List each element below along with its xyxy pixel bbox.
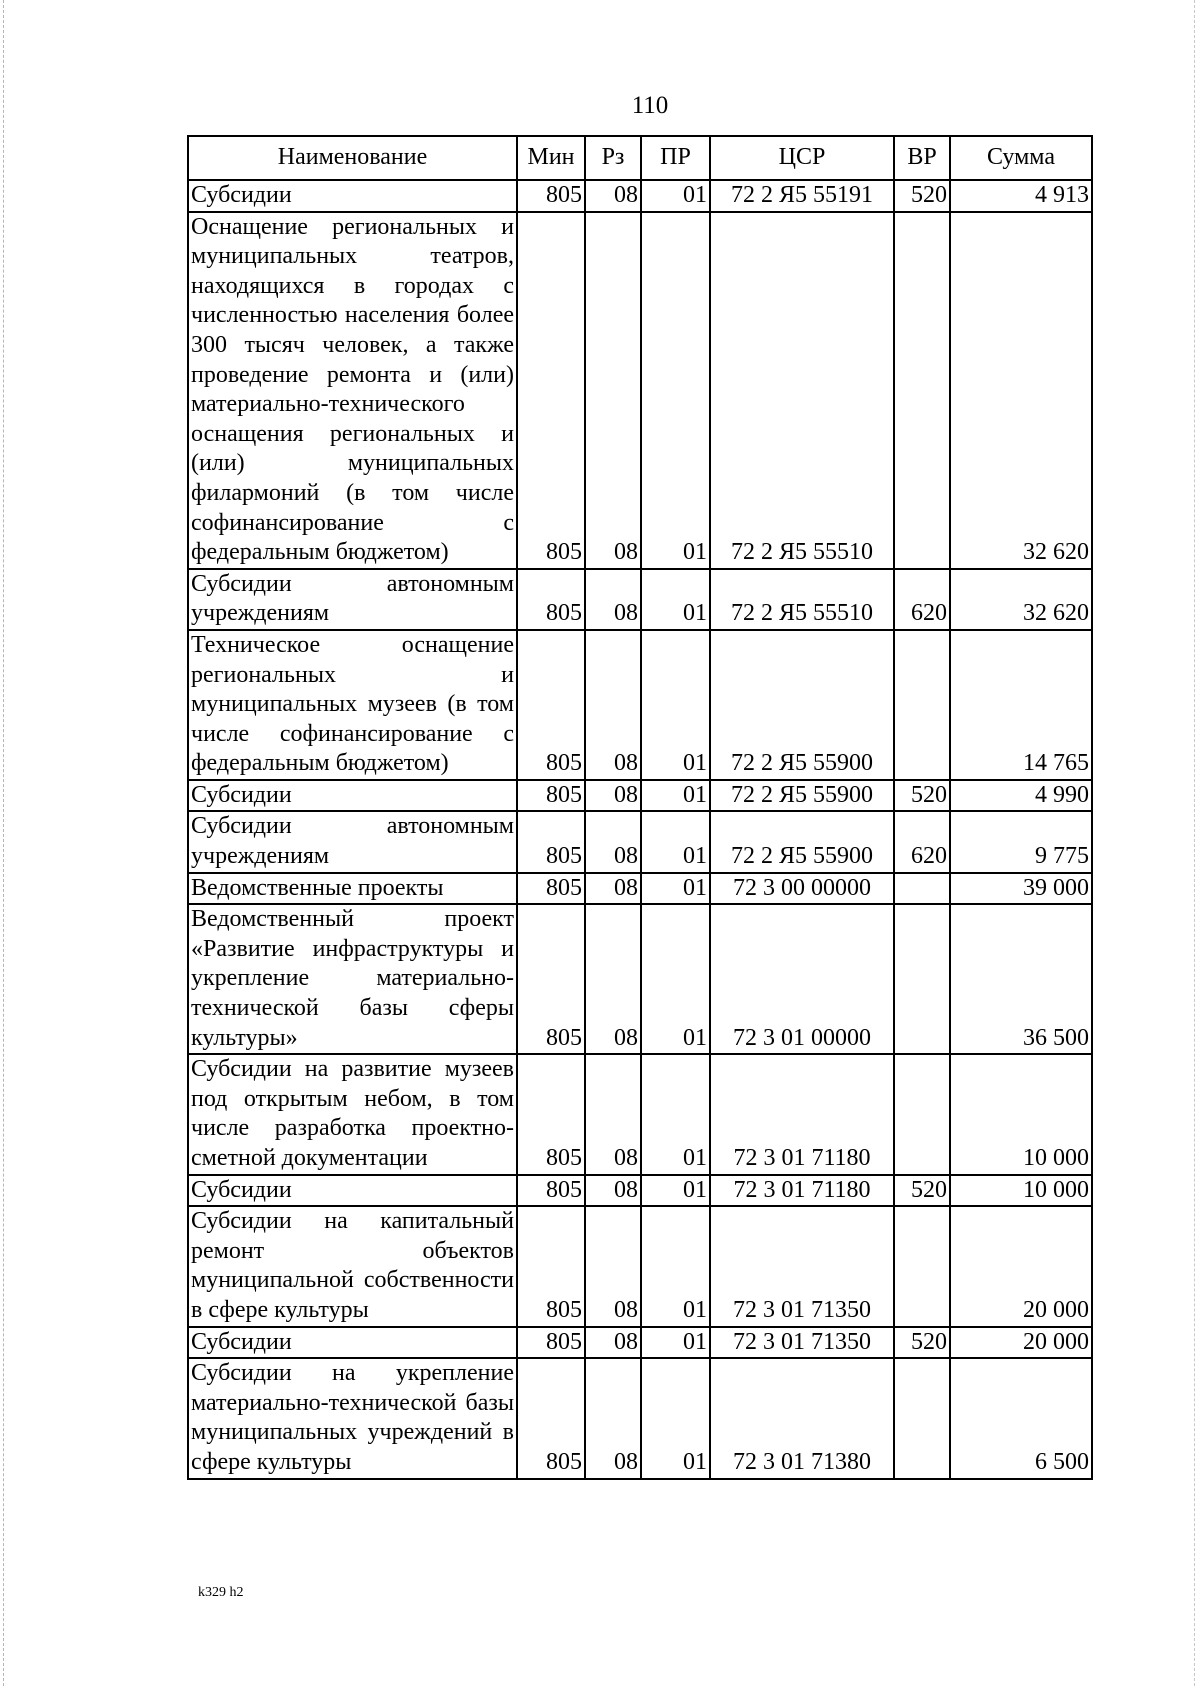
- table-row: [188, 811, 1092, 872]
- cell-vr: [894, 873, 950, 905]
- table-row: [188, 630, 1092, 780]
- cell-vr: 520: [894, 1175, 950, 1207]
- cell-vr: 620: [894, 811, 950, 872]
- cell-csr: 72 3 01 71380: [710, 1358, 894, 1478]
- cell-name: Ведомственный проект «Развитие инфраструктуры и укрепление материально-технической базы сферы культуры»: [188, 904, 517, 1054]
- cell-sum: 4 913: [950, 180, 1092, 212]
- cell-min: 805: [517, 1175, 585, 1207]
- cell-name: Субсидии на развитие музеев под открытым небом, в том числе разработка проектно-сметной документации: [188, 1054, 517, 1174]
- cell-sum: 6 500: [950, 1358, 1092, 1478]
- cell-vr: [894, 904, 950, 1054]
- cell-sum: 10 000: [950, 1175, 1092, 1207]
- table-row: [188, 1175, 1092, 1207]
- cell-name: Субсидии: [188, 1175, 517, 1207]
- header-pr: ПР: [641, 136, 710, 180]
- cell-pr: 01: [641, 569, 710, 630]
- cell-rz: 08: [585, 1358, 641, 1478]
- cell-name: Субсидии: [188, 180, 517, 212]
- cell-pr: 01: [641, 904, 710, 1054]
- table-row: [188, 212, 1092, 569]
- cell-rz: 08: [585, 1175, 641, 1207]
- header-vr: ВР: [894, 136, 950, 180]
- table-row: [188, 873, 1092, 905]
- cell-csr: 72 3 01 71350: [710, 1327, 894, 1359]
- cell-vr: 520: [894, 1327, 950, 1359]
- cell-min: 805: [517, 1358, 585, 1478]
- cell-sum: 20 000: [950, 1206, 1092, 1326]
- cell-name: Техническое оснащение региональных и муниципальных музеев (в том числе софинансирование с федеральным бюджетом): [188, 630, 517, 780]
- cell-rz: 08: [585, 1054, 641, 1174]
- cell-csr: 72 3 01 71180: [710, 1175, 894, 1207]
- cell-min: 805: [517, 630, 585, 780]
- cell-min: 805: [517, 1327, 585, 1359]
- table-row: [188, 1206, 1092, 1326]
- header-name: Наименование: [188, 136, 517, 180]
- cell-min: 805: [517, 780, 585, 812]
- cell-pr: 01: [641, 780, 710, 812]
- header-rz: Рз: [585, 136, 641, 180]
- cell-min: 805: [517, 569, 585, 630]
- cell-min: 805: [517, 180, 585, 212]
- cell-sum: 32 620: [950, 212, 1092, 569]
- cell-rz: 08: [585, 180, 641, 212]
- cell-vr: [894, 212, 950, 569]
- header-csr: ЦСР: [710, 136, 894, 180]
- cell-pr: 01: [641, 1358, 710, 1478]
- cell-pr: 01: [641, 180, 710, 212]
- cell-sum: 20 000: [950, 1327, 1092, 1359]
- cell-min: 805: [517, 1054, 585, 1174]
- cell-vr: [894, 1054, 950, 1174]
- table-row: [188, 1054, 1092, 1174]
- cell-rz: 08: [585, 904, 641, 1054]
- cell-sum: 14 765: [950, 630, 1092, 780]
- cell-sum: 36 500: [950, 904, 1092, 1054]
- cell-pr: 01: [641, 212, 710, 569]
- cell-rz: 08: [585, 630, 641, 780]
- cell-min: 805: [517, 212, 585, 569]
- cell-sum: 4 990: [950, 780, 1092, 812]
- cell-rz: 08: [585, 1206, 641, 1326]
- cell-csr: 72 3 00 00000: [710, 873, 894, 905]
- cell-name: Субсидии: [188, 780, 517, 812]
- cell-pr: 01: [641, 811, 710, 872]
- cell-csr: 72 3 01 71350: [710, 1206, 894, 1326]
- cell-csr: 72 2 Я5 55510: [710, 212, 894, 569]
- cell-pr: 01: [641, 1327, 710, 1359]
- footer-code: k329 h2: [198, 1585, 244, 1600]
- cell-name: Субсидии автономным учреждениям: [188, 569, 517, 630]
- cell-min: 805: [517, 811, 585, 872]
- cell-sum: 9 775: [950, 811, 1092, 872]
- cell-vr: [894, 1358, 950, 1478]
- cell-csr: 72 2 Я5 55900: [710, 780, 894, 812]
- table-row: [188, 1327, 1092, 1359]
- cell-rz: 08: [585, 1327, 641, 1359]
- cell-name: Субсидии на капитальный ремонт объектов муниципальной собственности в сфере культуры: [188, 1206, 517, 1326]
- page-number: 110: [631, 92, 669, 119]
- cell-min: 805: [517, 1206, 585, 1326]
- cell-name: Оснащение региональных и муниципальных театров, находящихся в городах с численностью населения более 300 тысяч человек, а также проведение ремонта и (или) материально-технического оснащения региональных и (или) муниципальных филармоний (в том числе софинансирование с федеральным бюджетом): [188, 212, 517, 569]
- cell-csr: 72 2 Я5 55191: [710, 180, 894, 212]
- cell-rz: 08: [585, 780, 641, 812]
- cell-csr: 72 3 01 71180: [710, 1054, 894, 1174]
- table-row: [188, 180, 1092, 212]
- header-sum: Сумма: [950, 136, 1092, 180]
- cell-csr: 72 2 Я5 55510: [710, 569, 894, 630]
- cell-rz: 08: [585, 873, 641, 905]
- cell-rz: 08: [585, 569, 641, 630]
- scan-edge-left: [3, 0, 4, 1686]
- cell-vr: 520: [894, 780, 950, 812]
- cell-pr: 01: [641, 1054, 710, 1174]
- cell-pr: 01: [641, 1206, 710, 1326]
- table-row: [188, 780, 1092, 812]
- cell-csr: 72 2 Я5 55900: [710, 811, 894, 872]
- cell-name: Субсидии на укрепление материально-технической базы муниципальных учреждений в сфере культуры: [188, 1358, 517, 1478]
- cell-csr: 72 3 01 00000: [710, 904, 894, 1054]
- cell-rz: 08: [585, 811, 641, 872]
- table-row: [188, 1358, 1092, 1478]
- cell-pr: 01: [641, 1175, 710, 1207]
- cell-csr: 72 2 Я5 55900: [710, 630, 894, 780]
- table-row: [188, 569, 1092, 630]
- header-min: Мин: [517, 136, 585, 180]
- cell-vr: [894, 630, 950, 780]
- cell-rz: 08: [585, 212, 641, 569]
- cell-min: 805: [517, 873, 585, 905]
- table-row: [188, 904, 1092, 1054]
- cell-pr: 01: [641, 873, 710, 905]
- cell-sum: 10 000: [950, 1054, 1092, 1174]
- cell-name: Субсидии: [188, 1327, 517, 1359]
- scan-edge-right: [1194, 0, 1195, 1686]
- cell-pr: 01: [641, 630, 710, 780]
- cell-vr: 620: [894, 569, 950, 630]
- cell-min: 805: [517, 904, 585, 1054]
- cell-name: Ведомственные проекты: [188, 873, 517, 905]
- cell-sum: 39 000: [950, 873, 1092, 905]
- cell-sum: 32 620: [950, 569, 1092, 630]
- cell-vr: 520: [894, 180, 950, 212]
- cell-vr: [894, 1206, 950, 1326]
- cell-name: Субсидии автономным учреждениям: [188, 811, 517, 872]
- budget-table: [187, 135, 1093, 1480]
- table-header-row: [188, 136, 1092, 180]
